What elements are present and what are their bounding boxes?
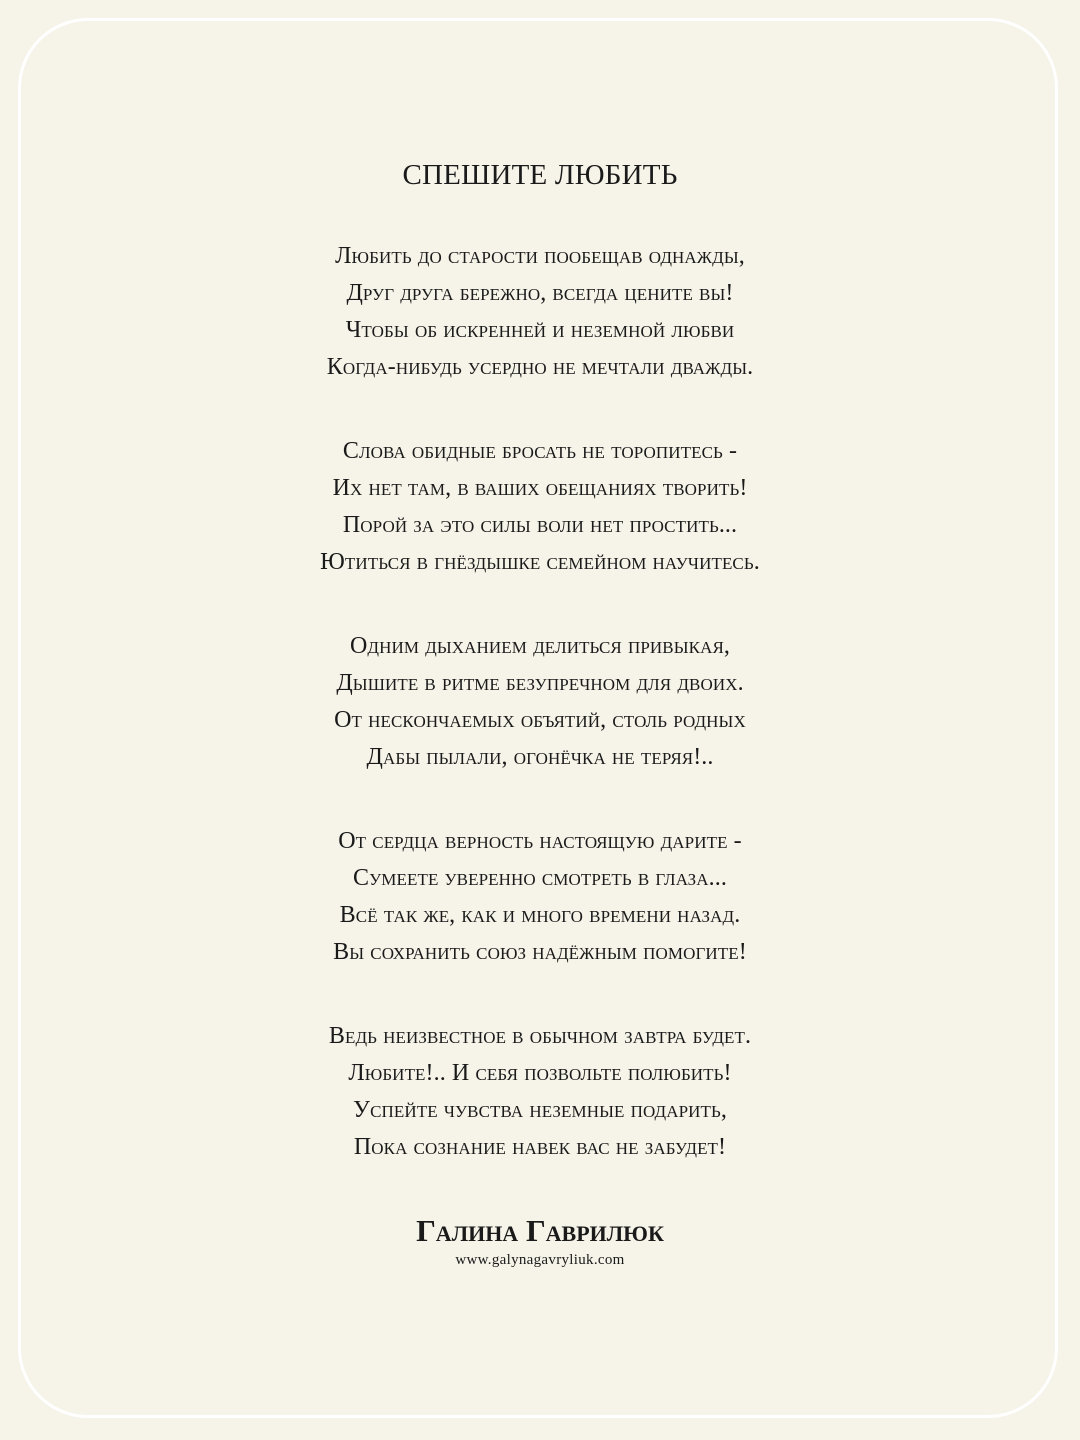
- poem-line: Любите!.. И себя позвольте полюбить!: [348, 1060, 732, 1086]
- poem-line: От нескончаемых объятий, столь родных: [334, 707, 746, 733]
- stanza-1: [0, 238, 1080, 386]
- stanza-4: [0, 823, 1080, 971]
- stanza-3: [0, 628, 1080, 776]
- poem-line: Вы сохранить союз надёжным помогите!: [333, 939, 747, 965]
- poem-line: Чтобы об искренней и неземной любви: [345, 317, 735, 343]
- author-name: Галина Гаврилюк: [416, 1213, 664, 1248]
- poem-line: Одним дыханием делиться привыкая,: [349, 633, 731, 659]
- poem-line: Порой за это силы воли нет простить...: [342, 512, 738, 538]
- poem-line: Дышите в ритме безупречном для двоих.: [336, 670, 744, 696]
- poem-line: Ютиться в гнёздышке семейном научитесь.: [320, 549, 760, 575]
- poem-line: От сердца верность настоящую дарите -: [338, 828, 742, 854]
- poem: [0, 150, 1080, 1271]
- poem-line: Всё так же, как и много времени назад.: [339, 902, 741, 928]
- poem-line: Дабы пылали, огонёчка не теряя!..: [366, 744, 714, 770]
- poem-line: Слова обидные бросать не торопитесь -: [342, 438, 738, 464]
- poem-title: СПЕШИТЕ ЛЮБИТЬ: [402, 159, 678, 191]
- author-website: www.galynagavryliuk.com: [455, 1252, 625, 1268]
- poem-line: Пока сознание навек вас не забудет!: [353, 1134, 727, 1160]
- stanza-5: [0, 1018, 1080, 1166]
- poem-line: Друг друга бережно, всегда цените вы!: [346, 280, 734, 306]
- stanza-2: [0, 433, 1080, 581]
- poem-line: Успейте чувства неземные подарить,: [353, 1097, 727, 1123]
- poem-line: Ведь неизвестное в обычном завтра будет.: [328, 1023, 752, 1049]
- poem-line: Любить до старости пообещав однажды,: [335, 243, 745, 269]
- poem-line: Когда-нибудь усердно не мечтали дважды.: [326, 354, 754, 380]
- poem-line: Сумеете уверенно смотреть в глаза...: [353, 865, 727, 891]
- poem-line: Их нет там, в ваших обещаниях творить!: [332, 475, 748, 501]
